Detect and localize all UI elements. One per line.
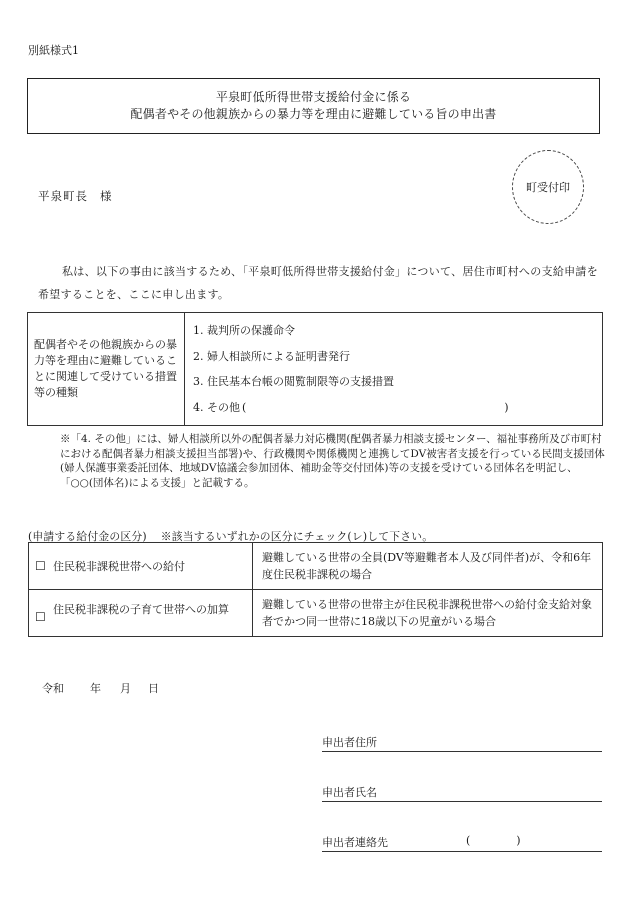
- form-title-line1: 平泉町低所得世帯支援給付金に係る: [215, 90, 412, 104]
- benefit-row: [29, 543, 603, 590]
- benefit-condition: 避難している世帯の世帯主が住民税非課税世帯への給付金支給対象者でかつ同一世帯に18歳以下の児童がいる場合: [253, 590, 603, 637]
- addressee: [38, 188, 113, 204]
- reception-stamp-area: [512, 150, 584, 224]
- form-title-line2: 配偶者やその他親族からの暴力等を理由に避難している旨の申出書: [130, 107, 497, 121]
- applicant-name-label: 申出者氏名: [322, 786, 377, 799]
- measures-label: 配偶者やその他親族からの暴力等を理由に避難していることに関連して受けている措置等の種類: [28, 313, 185, 425]
- addressee-honorific: 様: [100, 189, 113, 203]
- benefit-choice-cell[interactable]: [29, 543, 253, 590]
- benefit-condition: 避難している世帯の全員(DV等避難者本人及び同伴者)が、令和6年度住民税非課税の場合: [253, 543, 603, 590]
- contact-paren-open: (: [466, 834, 471, 847]
- benefit-choice-label: 住民税非課税の子育て世帯への加算: [53, 602, 229, 616]
- reception-stamp-label: 町受付印: [526, 181, 570, 194]
- applicant-name-field[interactable]: [322, 784, 602, 802]
- form-title-box: [27, 78, 600, 134]
- measure-option-2: 2. 婦人相談所による証明書発行: [193, 349, 350, 363]
- measure-option-3: 3. 住民基本台帳の閲覧制限等の支援措置: [193, 375, 394, 388]
- measure-other-label: 4. その他: [193, 400, 240, 414]
- date-month: 月: [120, 682, 131, 695]
- applicant-contact-field[interactable]: [322, 834, 602, 852]
- date-year: 年: [90, 682, 101, 695]
- benefit-table: [28, 542, 603, 637]
- measures-options: [185, 313, 602, 425]
- measures-table: [27, 312, 603, 426]
- other-note: ※「4. その他」には、婦人相談所以外の配偶者暴力対応機関(配偶者暴力相談支援センター、福祉事務所及び市町村における配偶者暴力相談支援担当部署)や、行政機関や関係機関と連携してDV被害者支援を行っている民間支援団体(婦人保護事業委託団体、地域DV協議会参加団体、補助金等交付団体)等の支援を受けている団体名を明記し、「○○(団体名)による支援」と記載する。: [60, 433, 605, 489]
- date-line[interactable]: [42, 680, 159, 696]
- measure-option-1: 1. 裁判所の保護命令: [193, 324, 295, 337]
- measure-option-other[interactable]: [193, 400, 602, 426]
- date-era: 令和: [42, 682, 64, 695]
- date-day: 日: [148, 682, 159, 695]
- benefit-caption-label: (申請する給付金の区分): [28, 530, 147, 543]
- measure-other-open: (: [242, 400, 247, 414]
- intro-paragraph: 私は、以下の事由に該当するため、「平泉町低所得世帯支援給付金」について、居住市町村への支給申請を希望することを、ここに申し出ます。: [38, 265, 599, 301]
- benefit-choice-label: 住民税非課税世帯への給付: [53, 559, 185, 573]
- benefit-caption-hint: ※該当するいずれかの区分にチェック(レ)して下さい。: [160, 530, 434, 543]
- contact-paren-close: ): [516, 834, 521, 847]
- form-id: 別紙様式1: [28, 44, 79, 57]
- measure-other-close: ): [504, 400, 509, 414]
- applicant-contact-label: 申出者連絡先: [322, 836, 388, 849]
- applicant-address-label: 申出者住所: [322, 736, 377, 749]
- benefit-row: [29, 590, 603, 637]
- applicant-address-field[interactable]: [322, 734, 602, 752]
- checkbox-icon[interactable]: ☐: [35, 609, 46, 624]
- benefit-choice-cell[interactable]: [29, 590, 253, 637]
- addressee-name: 平泉町長: [38, 189, 88, 203]
- checkbox-icon[interactable]: ☐: [35, 558, 46, 573]
